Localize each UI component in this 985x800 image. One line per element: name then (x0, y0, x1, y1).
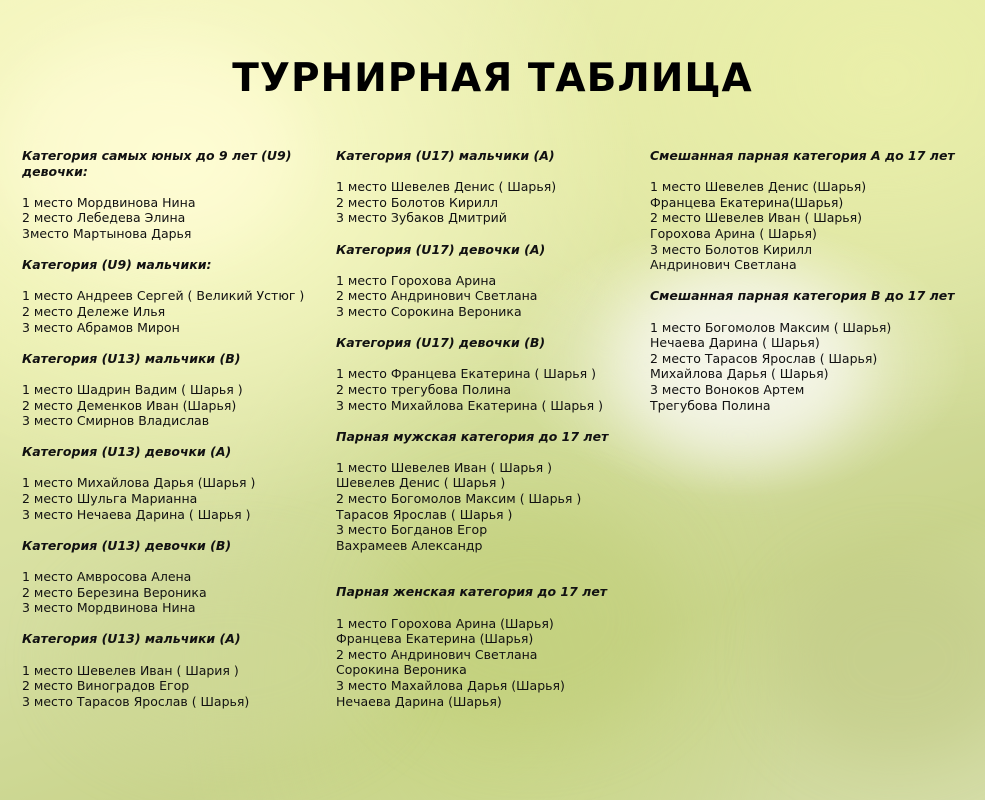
result-line: 1 место Михайлова Дарья (Шарья ) (22, 475, 256, 491)
results-column-2 (336, 148, 646, 709)
result-line: 3 место Михайлова Екатерина ( Шарья ) (336, 397, 604, 413)
result-line: Андринович Светлана (650, 257, 797, 273)
category-section (650, 273, 980, 413)
result-line: 1 место Шевелев Иван ( Шарья ) (336, 459, 553, 475)
category-heading: Категория (U13) мальчики (B) (22, 350, 241, 366)
category-heading: Категория (U13) девочки (B) (22, 537, 232, 553)
result-line: 2 место трегубова Полина (336, 381, 512, 397)
result-line: 2 место Лебедева Элина (22, 210, 186, 226)
result-line: 1 место Богомолов Максим ( Шарья) (650, 319, 892, 335)
result-line: 3 место Воноков Артем (650, 381, 805, 397)
result-line: 2 место Деменков Иван (Шарья) (22, 397, 237, 413)
result-line: 2 место Виноградов Егор (22, 678, 190, 694)
result-line: Михайлова Дарья ( Шарья) (650, 366, 829, 382)
result-line: 1 место Шадрин Вадим ( Шарья ) (22, 381, 243, 397)
page-title: ТУРНИРНАЯ ТАБЛИЦА (232, 56, 753, 101)
result-line: 3 место Сорокина Вероника (336, 303, 522, 319)
result-line: 1 место Шевелев Иван ( Шария ) (22, 662, 239, 678)
result-line: 2 место Дележе Илья (22, 303, 166, 319)
result-line: Францева Екатерина(Шарья) (650, 194, 844, 210)
category-heading: Парная мужская категория до 17 лет (336, 428, 609, 444)
category-section (22, 148, 332, 242)
result-line: 2 место Болотов Кирилл (336, 194, 498, 210)
results-column-3 (650, 148, 980, 413)
category-section (336, 226, 646, 320)
result-line: 3 место Богданов Егор (336, 522, 488, 538)
category-heading: Категория (U9) мальчики: (22, 257, 212, 273)
result-line: 3 место Зубаков Дмитрий (336, 210, 507, 226)
result-line: 1 место Горохова Арина (Шарья) (336, 615, 554, 631)
category-section (336, 553, 646, 709)
result-line: 3 место Нечаева Дарина ( Шарья ) (22, 506, 251, 522)
result-line: 1 место Шевелев Денис (Шарья) (650, 179, 867, 195)
category-heading: Категория (U17) девочки (B) (336, 335, 546, 351)
result-line: Шевелев Денис ( Шарья ) (336, 475, 506, 491)
result-line: Тарасов Ярослав ( Шарья ) (336, 506, 513, 522)
result-line: Сорокина Вероника (336, 662, 467, 678)
result-line: 2 место Тарасов Ярослав ( Шарья) (650, 350, 878, 366)
result-line: 3 место Тарасов Ярослав ( Шарья) (22, 693, 250, 709)
result-line: 1 место Шевелев Денис ( Шарья) (336, 179, 557, 195)
result-line: Вахрамеев Александр (336, 537, 483, 553)
category-section (22, 429, 332, 523)
result-line: 3 место Абрамов Мирон (22, 319, 180, 335)
category-section (22, 335, 332, 429)
category-section (22, 522, 332, 616)
result-line: 2 место Шульга Марианна (22, 491, 198, 507)
result-line: 1 место Горохова Арина (336, 272, 497, 288)
category-heading: Категория (U13) мальчики (A) (22, 631, 241, 647)
result-line: 3 место Болотов Кирилл (650, 241, 812, 257)
result-line: 2 место Богомолов Максим ( Шарья ) (336, 491, 582, 507)
result-line: 2 место Андринович Светлана (336, 646, 538, 662)
category-heading: девочки: (22, 163, 88, 179)
result-line: Францева Екатерина (Шарья) (336, 631, 534, 647)
result-line: 3 место Смирнов Владислав (22, 413, 210, 429)
background-blur (780, 560, 985, 760)
category-heading: Смешанная парная категория А до 17 лет (650, 148, 955, 163)
result-line: 2 место Шевелев Иван ( Шарья) (650, 210, 863, 226)
result-line: 1 место Андреев Сергей ( Великий Устюг ) (22, 288, 305, 304)
category-section (650, 148, 980, 273)
category-heading: Парная женская категория до 17 лет (336, 584, 608, 600)
category-section (336, 413, 646, 553)
category-section (336, 320, 646, 414)
result-line: Нечаева Дарина (Шарья) (336, 693, 502, 709)
category-section (22, 616, 332, 710)
category-heading: Категория (U17) девочки (A) (336, 241, 546, 257)
category-section (336, 148, 646, 226)
result-line: 1 место Францева Екатерина ( Шарья ) (336, 366, 597, 382)
result-line: 3 место Мордвинова Нина (22, 600, 196, 616)
category-heading: Категория (U13) девочки (A) (22, 444, 232, 460)
category-heading: Категория самых юных до 9 лет (U9) (22, 148, 292, 163)
results-column-1 (22, 148, 332, 709)
result-line: 1 место Мордвинова Нина (22, 194, 196, 210)
result-line: 2 место Андринович Светлана (336, 288, 538, 304)
result-line: Горохова Арина ( Шарья) (650, 225, 817, 241)
result-line: 2 место Березина Вероника (22, 584, 207, 600)
category-heading: Смешанная парная категория В до 17 лет (650, 288, 955, 304)
category-section (22, 242, 332, 336)
result-line: 1 место Амвросова Алена (22, 569, 192, 585)
result-line: Нечаева Дарина ( Шарья) (650, 335, 820, 351)
result-line: 3 место Махайлова Дарья (Шарья) (336, 678, 565, 693)
result-line: Трегубова Полина (650, 397, 771, 413)
category-heading: Категория (U17) мальчики (A) (336, 148, 555, 163)
result-line: 3место Мартынова Дарья (22, 225, 192, 241)
